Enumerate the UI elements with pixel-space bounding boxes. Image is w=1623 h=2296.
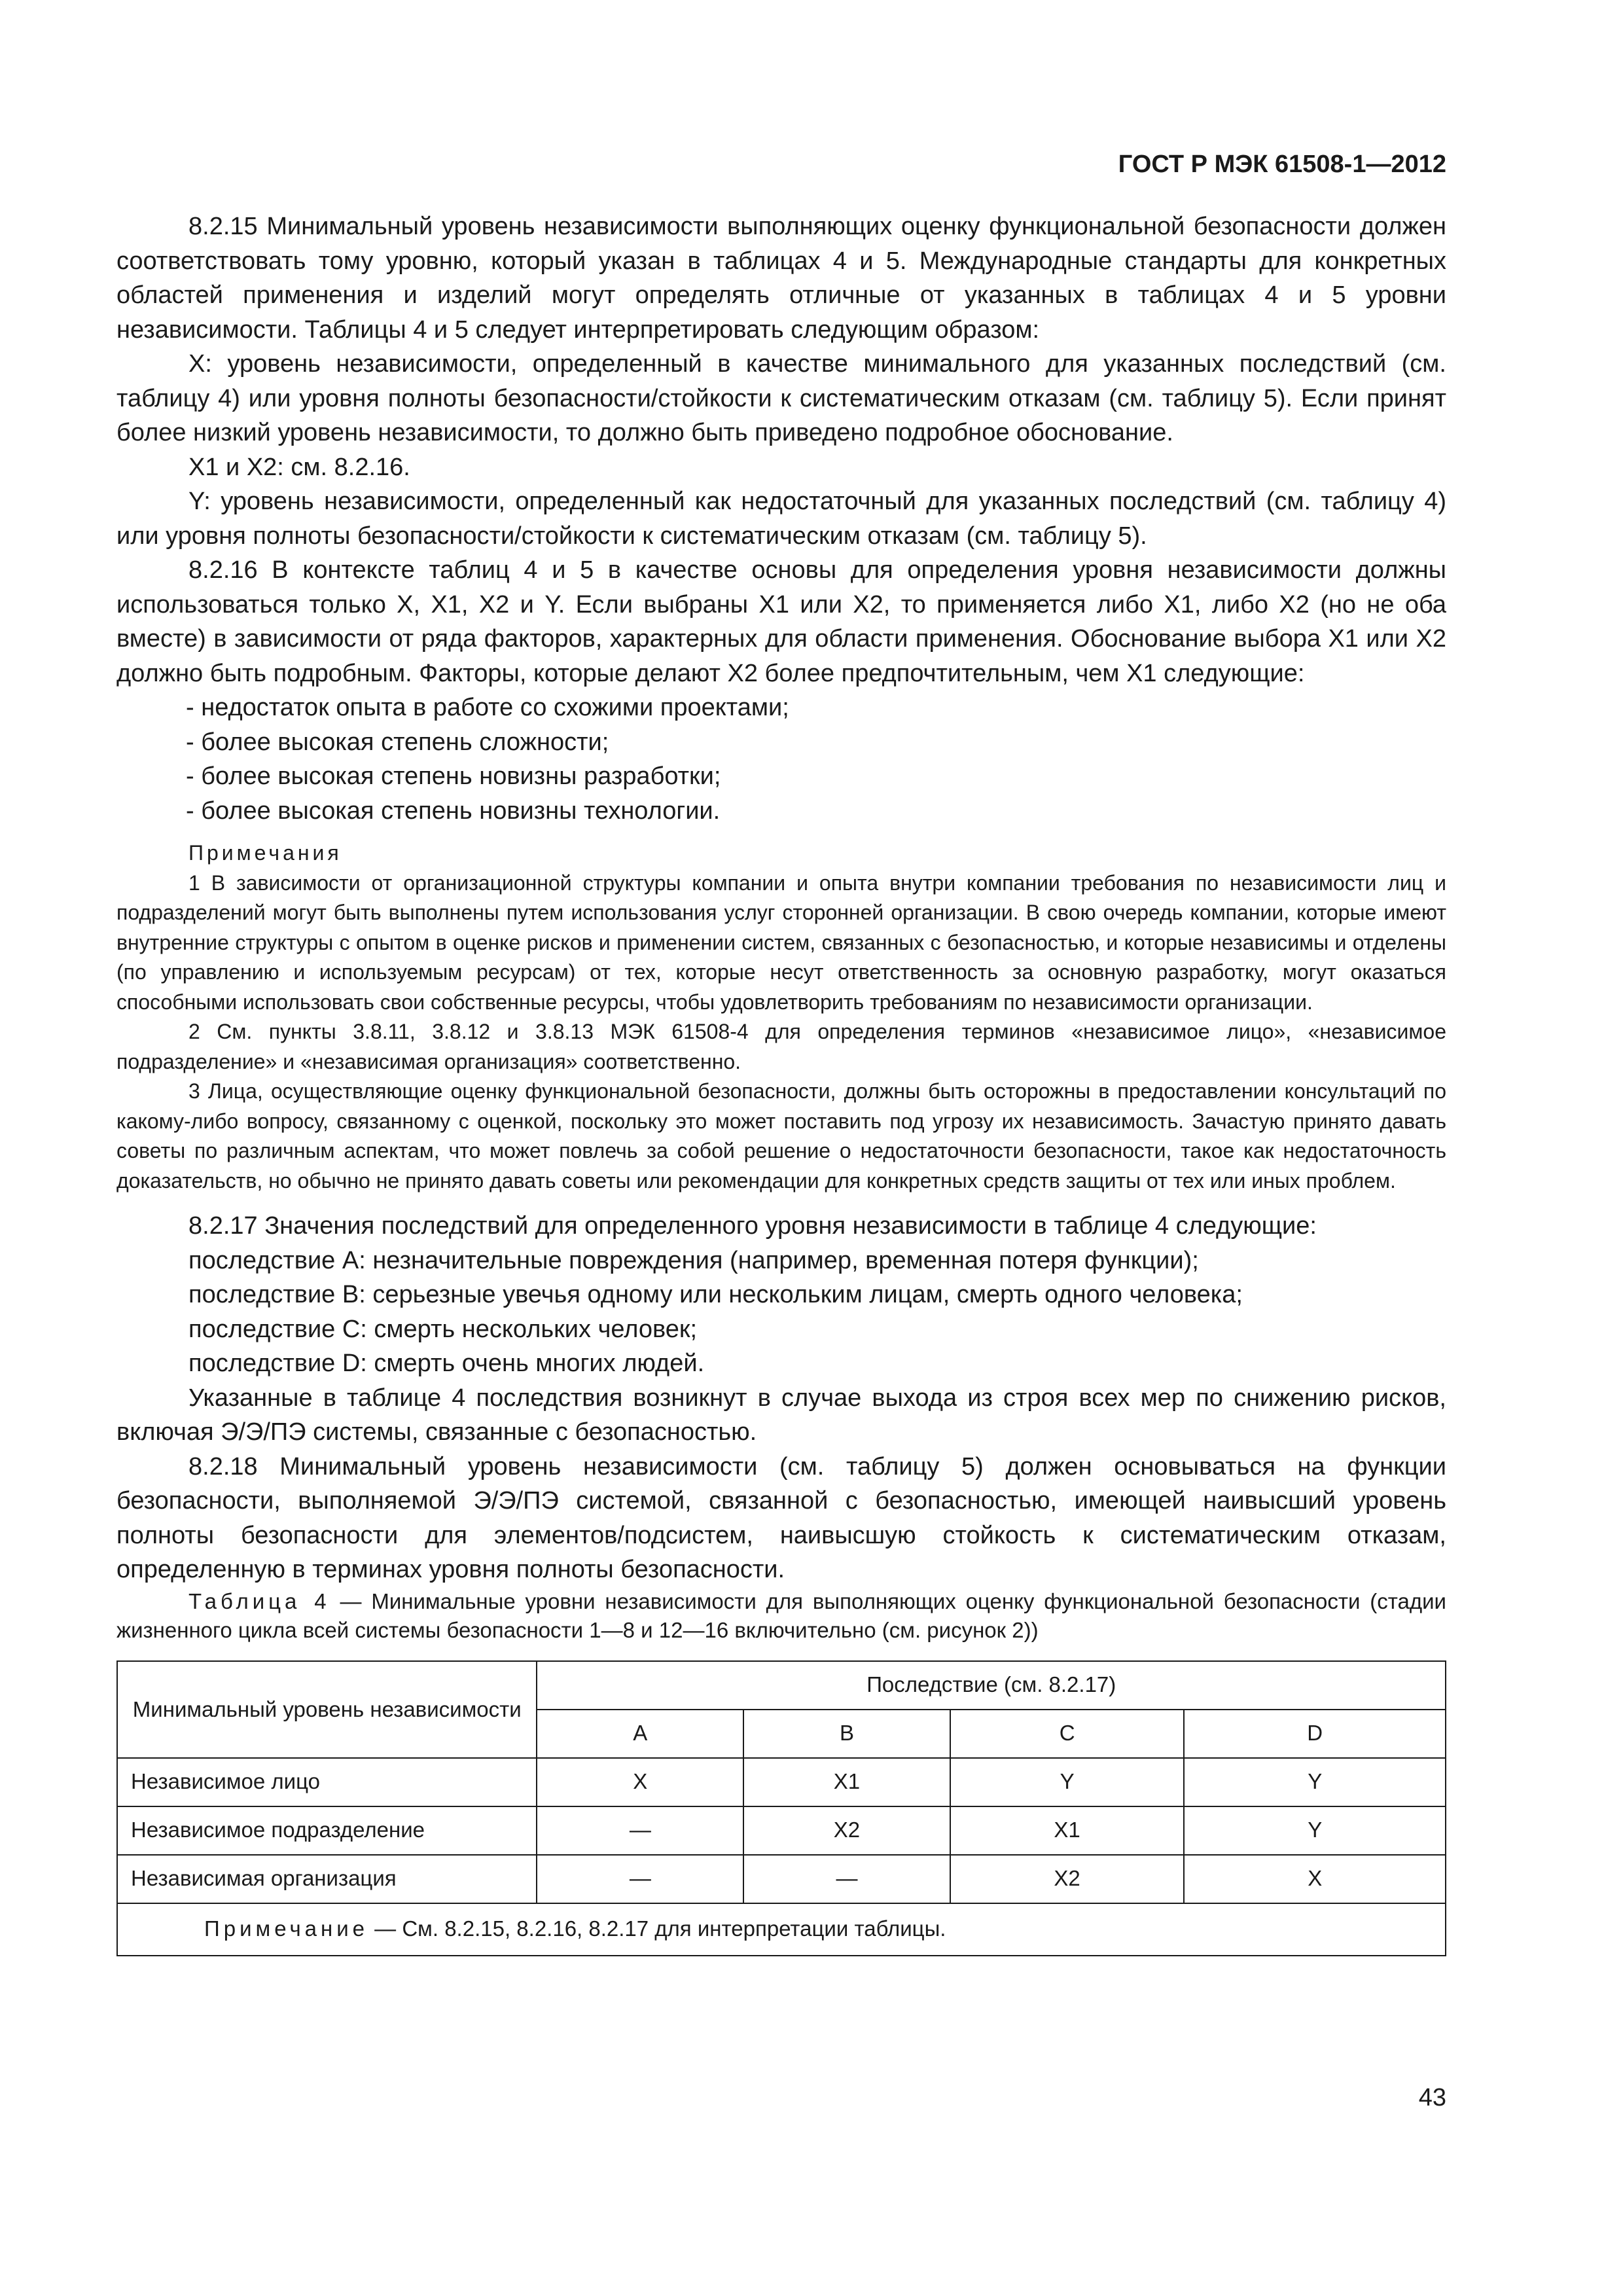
table-cell: X2: [950, 1855, 1185, 1903]
column-header: C: [950, 1710, 1185, 1758]
column-header: A: [537, 1710, 743, 1758]
list-item: - более высокая степень сложности;: [186, 728, 609, 756]
table-cell: X: [1184, 1855, 1446, 1903]
table-cell: X2: [743, 1806, 950, 1855]
row-label: Независимое подразделение: [117, 1806, 537, 1855]
table-note-label: Примечание: [204, 1916, 369, 1941]
paragraph-8-2-17: 8.2.17 Значения последствий для определенного уровня независимости в таблице 4 следующие:: [188, 1212, 1317, 1240]
body-text: [116, 209, 1446, 1956]
table-caption: [116, 1587, 1446, 1645]
table-cell: —: [537, 1806, 743, 1855]
table-cell: —: [743, 1855, 950, 1903]
table-cell: X: [537, 1758, 743, 1806]
paragraph-y-definition: Y: уровень независимости, определенный как недостаточный для указанных последствий (см. таблицу 4) или уровня полноты безопасности/стойкости к систематическим отказам (см. таблицу 5).: [116, 488, 1446, 550]
table-row: [117, 1758, 1446, 1806]
paragraph-consequences-note: Указанные в таблице 4 последствия возникнут в случае выхода из строя всех мер по снижению рисков, включая Э/Э/ПЭ системы, связанные с безопасностью.: [116, 1384, 1446, 1446]
paragraph-8-2-16: 8.2.16 В контексте таблиц 4 и 5 в качестве основы для определения уровня независимости должны использоваться только X, X1, X2 и Y. Если выбраны X1 или X2, то применяется либо X1, либо X2 (но не оба вместе) в зависимости от ряда факторов, характерных для области применения. Обоснование выбора X1 или X2 должно быть подробным. Факторы, которые делают X2 более предпочтительным, чем X1 следующие:: [116, 556, 1447, 687]
consequence-d: последствие D: смерть очень многих людей.: [188, 1350, 705, 1377]
notes-block: [116, 838, 1446, 1196]
notes-heading: Примечания: [188, 841, 342, 865]
table-row: [117, 1806, 1446, 1855]
note-item: 2 См. пункты 3.8.11, 3.8.12 и 3.8.13 МЭК 61508-4 для определения терминов «независимое лицо», «независимое подразделение» и «независимая организация» соответственно.: [116, 1020, 1446, 1073]
table-row-header-title: Минимальный уровень независимости: [117, 1661, 537, 1758]
consequence-a: последствие A: незначительные повреждения (например, временная потеря функции);: [188, 1246, 1199, 1274]
list-item: - более высокая степень новизны технологии.: [186, 797, 721, 825]
table-cell: —: [537, 1855, 743, 1903]
note-item: 3 Лица, осуществляющие оценку функциональной безопасности, должны быть осторожны в предоставлении консультаций по какому-либо вопросу, связанному с оценкой, поскольку это может поставить под угрозу их независимость. Зачастую принято давать советы по различным аспектам, что может повлечь за собой решение о недостаточности безопасности, такое как недостаточность доказательств, но обычно не принято давать советы или рекомендации для конкретных средств защиты от тех или иных проблем.: [116, 1079, 1446, 1193]
page-number: 43: [1418, 2084, 1446, 2111]
table-cell: X1: [743, 1758, 950, 1806]
note-item: 1 В зависимости от организационной структуры компании и опыта внутри компании требования по независимости лиц и подразделений могут быть выполнены путем использования услуг сторонней организации. В свою очередь компании, которые имеют внутренние структуры с опытом в оценке рисков и применении систем, связанных с безопасностью, и которые независимы и отделены (по управлению и используемым ресурсам) от тех, которые несут ответственность за основную разработку, могут оказаться способными использовать свои собственные ресурсы, чтобы удовлетворить требованиям по независимости организации.: [116, 870, 1446, 1014]
page-header-standard: ГОСТ Р МЭК 61508-1—2012: [1118, 151, 1446, 178]
column-header: B: [743, 1710, 950, 1758]
paragraph-x-definition: X: уровень независимости, определенный в качестве минимального для указанных последствий (см. таблицу 4) или уровня полноты безопасности/стойкости к систематическим отказам (см. таблицу 5). Если принят более низкий уровень независимости, то должно быть приведено подробное обоснование.: [116, 350, 1446, 446]
row-label: Независимая организация: [117, 1855, 537, 1903]
list-item: - недостаток опыта в работе со схожими проектами;: [186, 694, 789, 721]
table-cell: Y: [1184, 1758, 1446, 1806]
row-label: Независимое лицо: [117, 1758, 537, 1806]
paragraph-8-2-18: 8.2.18 Минимальный уровень независимости (см. таблицу 5) должен основываться на функции безопасности, выполняемой Э/Э/ПЭ системой, связанной с безопасностью, имеющей наивысший уровень полноты безопасности для элементов/подсистем, наивысшую стойкость к систематическим отказам, определенную в терминах уровня полноты безопасности.: [116, 1452, 1446, 1583]
table-caption-label: Таблица 4: [188, 1588, 330, 1613]
table-note: [117, 1903, 1446, 1956]
table-cell: Y: [1184, 1806, 1446, 1855]
after-notes-block: [116, 1209, 1446, 1587]
table-note-row: [117, 1903, 1446, 1956]
table-note-text: — См. 8.2.15, 8.2.16, 8.2.17 для интерпретации таблицы.: [368, 1916, 946, 1941]
table-caption-text: — Минимальные уровни независимости для выполняющих оценку функциональной безопасности (стадии жизненного цикла всей системы безопасности 1—8 и 12—16 включительно (см. рисунок 2)): [116, 1588, 1446, 1642]
paragraph-8-2-15: 8.2.15 Минимальный уровень независимости выполняющих оценку функциональной безопасности должен соответствовать тому уровню, который указан в таблицах 4 и 5. Международные стандарты для конкретных областей применения и изделий могут определять отличные от указанных в таблицах 4 и 5 уровни независимости. Таблицы 4 и 5 следует интерпретировать следующим образом:: [116, 213, 1446, 344]
table-row: [117, 1855, 1446, 1903]
table-cell: X1: [950, 1806, 1185, 1855]
consequence-b: последствие B: серьезные увечья одному или нескольким лицам, смерть одного человека;: [188, 1281, 1243, 1308]
table-group-header: Последствие (см. 8.2.17): [537, 1661, 1446, 1710]
paragraph-x1-x2: X1 и X2: см. 8.2.16.: [188, 453, 410, 481]
independence-table: [116, 1660, 1446, 1956]
column-header: D: [1184, 1710, 1446, 1758]
list-item: - более высокая степень новизны разработки;: [186, 762, 721, 790]
table-cell: Y: [950, 1758, 1185, 1806]
consequence-c: последствие C: смерть нескольких человек;: [188, 1315, 698, 1343]
